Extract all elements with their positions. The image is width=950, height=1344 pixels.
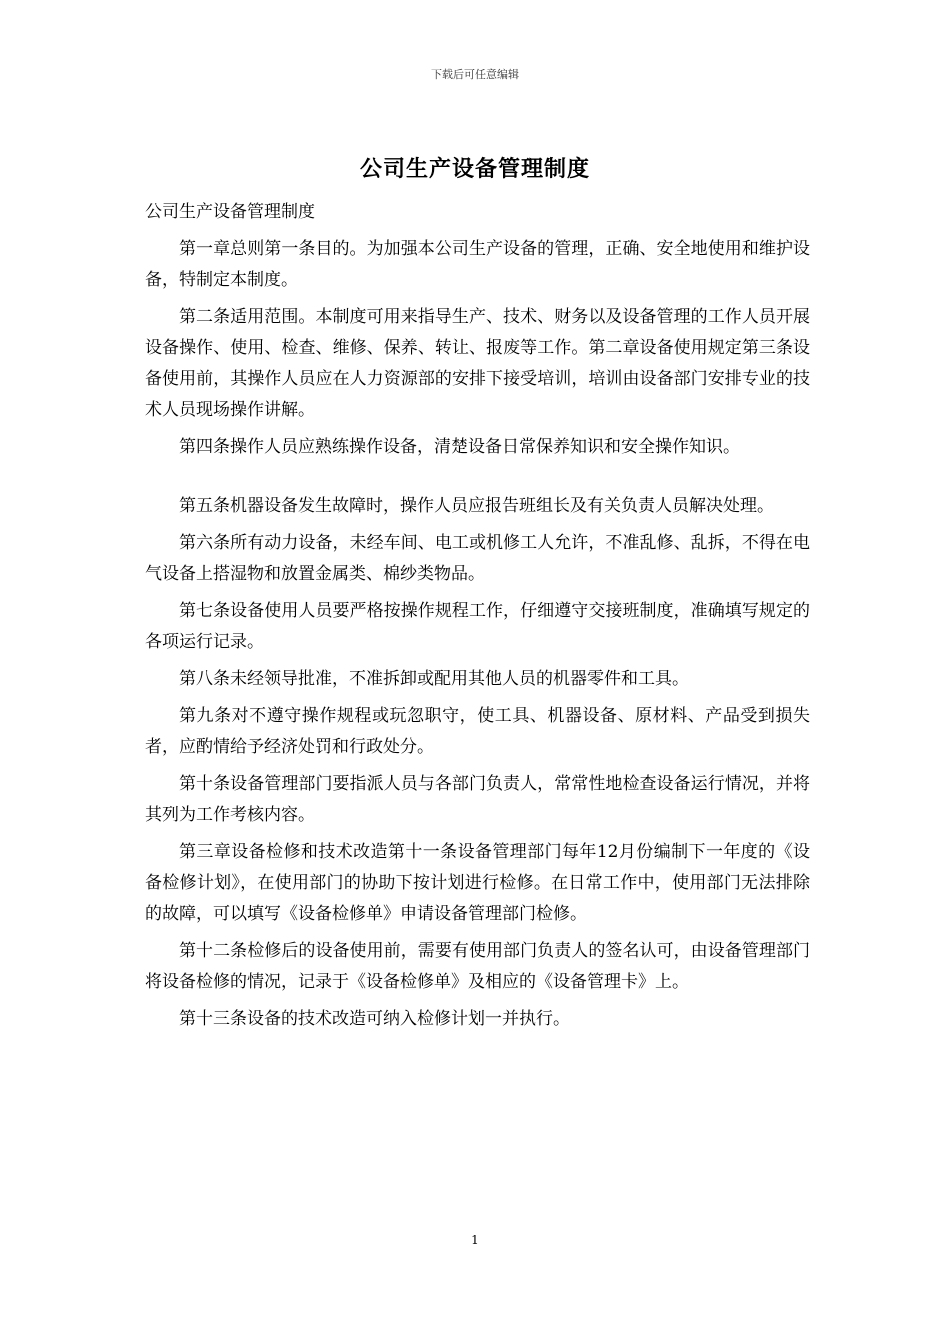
paragraph-4: 第五条机器设备发生故障时，操作人员应报告班组长及有关负责人员解决处理。 [179,496,774,516]
paragraph-11: 第十二条检修后的设备使用前，需要有使用部门负责人的签名认可，由设备管理部门将设备检修的情况，记录于《设备检修单》及相应的《设备管理卡》上。 [145,941,810,992]
paragraph-5: 第六条所有动力设备，未经车间、电工或机修工人允许，不准乱修、乱拆，不得在电气设备上搭湿物和放置金属类、棉纱类物品。 [145,533,810,584]
header-note: 下载后可任意编辑 [431,68,519,81]
paragraph-3: 第四条操作人员应熟练操作设备，清楚设备日常保养知识和安全操作知识。 [179,437,740,457]
document-subtitle: 公司生产设备管理制度 [145,202,315,222]
paragraph-6: 第七条设备使用人员要严格按操作规程工作，仔细遵守交接班制度，准确填写规定的各项运行记录。 [145,601,810,652]
paragraph-9: 第十条设备管理部门要指派人员与各部门负责人，常常性地检查设备运行情况，并将其列为工作考核内容。 [145,774,810,825]
paragraph-10: 第三章设备检修和技术改造第十一条设备管理部门每年12月份编制下一年度的《设备检修计划》，在使用部门的协助下按计划进行检修。在日常工作中，使用部门无法排除的故障，可以填写《设备检修单》申请设备管理部门检修。 [145,842,810,924]
document-body [145,197,810,1041]
paragraph-1: 第一章总则第一条目的。为加强本公司生产设备的管理，正确、安全地使用和维护设备，特制定本制度。 [145,239,810,290]
page-number: 1 [471,1233,479,1247]
paragraph-7: 第八条未经领导批准，不准拆卸或配用其他人员的机器零件和工具。 [179,669,689,689]
paragraph-2: 第二条适用范围。本制度可用来指导生产、技术、财务以及设备管理的工作人员开展设备操作、使用、检查、维修、保养、转让、报废等工作。第二章设备使用规定第三条设备使用前，其操作人员应在人力资源部的安排下接受培训，培训由设备部门安排专业的技术人员现场操作讲解。 [145,307,810,420]
paragraph-8: 第九条对不遵守操作规程或玩忽职守，使工具、机器设备、原材料、产品受到损失者，应酌情给予经济处罚和行政处分。 [145,706,810,757]
paragraph-12: 第十三条设备的技术改造可纳入检修计划一并执行。 [179,1009,570,1029]
document-title: 公司生产设备管理制度 [359,156,590,182]
